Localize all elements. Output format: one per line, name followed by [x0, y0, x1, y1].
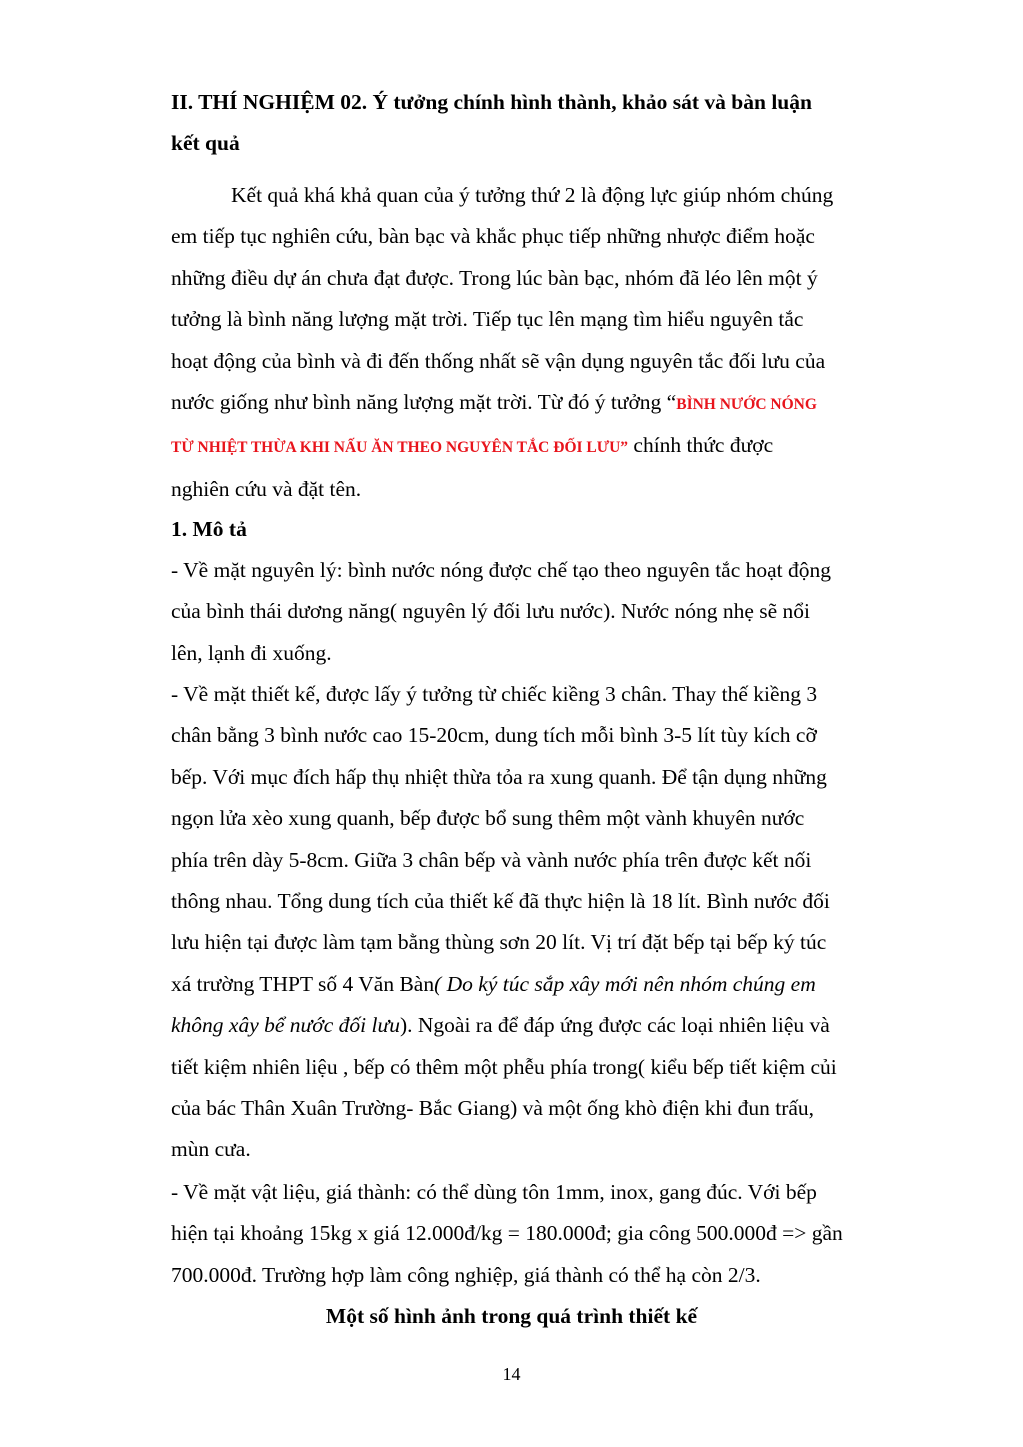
subheading-description: 1. Mô tả: [171, 517, 247, 541]
section-heading: [171, 82, 927, 164]
materials-line-2: hiện tại khoảng 15kg x giá 12.000đ/kg = 180.000đ; gia công 500.000đ => gần: [171, 1221, 843, 1246]
intro-line-7-text: chính thức được: [628, 433, 774, 458]
section-heading-line-1: II. THÍ NGHIỆM 02. Ý tưởng chính hình thành, khảo sát và bàn luận: [171, 90, 812, 114]
design-line-11: của bác Thân Xuân Trường- Bắc Giang) và một ống khò điện khi đun trấu,: [171, 1096, 815, 1121]
design-line-2: chân bằng 3 bình nước cao 15-20cm, dung tích mỗi bình 3-5 lít tùy kích cỡ: [171, 723, 817, 748]
figure-caption: Một số hình ảnh trong quá trình thiết kế: [325, 1304, 698, 1328]
materials-paragraph: [171, 1172, 931, 1296]
design-line-3: bếp. Với mục đích hấp thụ nhiệt thừa tỏa ra xung quanh. Để tận dụng những: [171, 764, 827, 789]
design-line-4: ngọn lửa xèo xung quanh, bếp được bổ sung thêm một vành khuyên nước: [171, 806, 805, 831]
design-line-9-text: ). Ngoài ra để đáp ứng được các loại nhiên liệu và: [399, 1013, 830, 1038]
page-number: 14: [502, 1364, 521, 1384]
design-line-8-italic: ( Do ký túc sắp xây mới nên nhóm chúng em: [434, 971, 816, 996]
design-paragraph: [171, 674, 931, 1171]
intro-line-2: em tiếp tục nghiên cứu, bàn bạc và khắc phục tiếp những nhược điểm hoặc: [171, 224, 815, 249]
design-line-10: tiết kiệm nhiên liệu , bếp có thêm một phễu phía trong( kiểu bếp tiết kiệm củi: [171, 1054, 837, 1079]
project-title-part-1: BÌNH NƯỚC NÓNG: [676, 396, 817, 414]
intro-line-6-text: nước giống như bình năng lượng mặt trời. Từ đó ý tưởng “: [171, 390, 677, 415]
principle-line-1: - Về mặt nguyên lý: bình nước nóng được chế tạo theo nguyên tắc hoạt động: [171, 558, 832, 582]
principle-line-3: lên, lạnh đi xuống.: [171, 640, 332, 665]
design-line-12: mùn cưa.: [171, 1137, 251, 1162]
intro-paragraph: [171, 175, 931, 510]
intro-line-8: nghiên cứu và đặt tên.: [171, 476, 362, 501]
intro-line-5: hoạt động của bình và đi đến thống nhất sẽ vận dụng nguyên tắc đối lưu của: [171, 348, 826, 373]
materials-line-3: 700.000đ. Trường hợp làm công nghiệp, giá thành có thể hạ còn 2/3.: [171, 1262, 761, 1287]
principle-line-2: của bình thái dương năng( nguyên lý đối lưu nước). Nước nóng nhẹ sẽ nổi: [171, 599, 811, 624]
design-line-5: phía trên dày 5-8cm. Giữa 3 chân bếp và vành nước phía trên được kết nối: [171, 847, 812, 872]
principle-paragraph: [171, 550, 931, 674]
design-line-9-italic: không xây bể nước đối lưu: [171, 1013, 400, 1038]
intro-line-4: tưởng là bình năng lượng mặt trời. Tiếp tục lên mạng tìm hiểu nguyên tắc: [171, 307, 804, 332]
design-line-8-text: xá trường THPT số 4 Văn Bàn: [171, 971, 435, 996]
project-title-part-2: TỪ NHIỆT THỪA KHI NẤU ĂN THEO NGUYÊN TẮC ĐỐI LƯU”: [171, 439, 629, 457]
section-heading-line-2: kết quả: [171, 131, 240, 155]
intro-line-1: Kết quả khá khả quan của ý tưởng thứ 2 là động lực giúp nhóm chúng: [231, 183, 834, 207]
materials-line-1: - Về mặt vật liệu, giá thành: có thể dùng tôn 1mm, inox, gang đúc. Với bếp: [171, 1180, 817, 1204]
design-line-7: lưu hiện tại được làm tạm bằng thùng sơn 20 lít. Vị trí đặt bếp tại bếp ký túc: [171, 930, 827, 955]
design-line-6: thông nhau. Tổng dung tích của thiết kế đã thực hiện là 18 lít. Bình nước đối: [171, 889, 830, 914]
design-line-1: - Về mặt thiết kế, được lấy ý tưởng từ chiếc kiềng 3 chân. Thay thế kiềng 3: [171, 682, 818, 706]
intro-line-3: những điều dự án chưa đạt được. Trong lúc bàn bạc, nhóm đã léo lên một ý: [171, 265, 818, 290]
